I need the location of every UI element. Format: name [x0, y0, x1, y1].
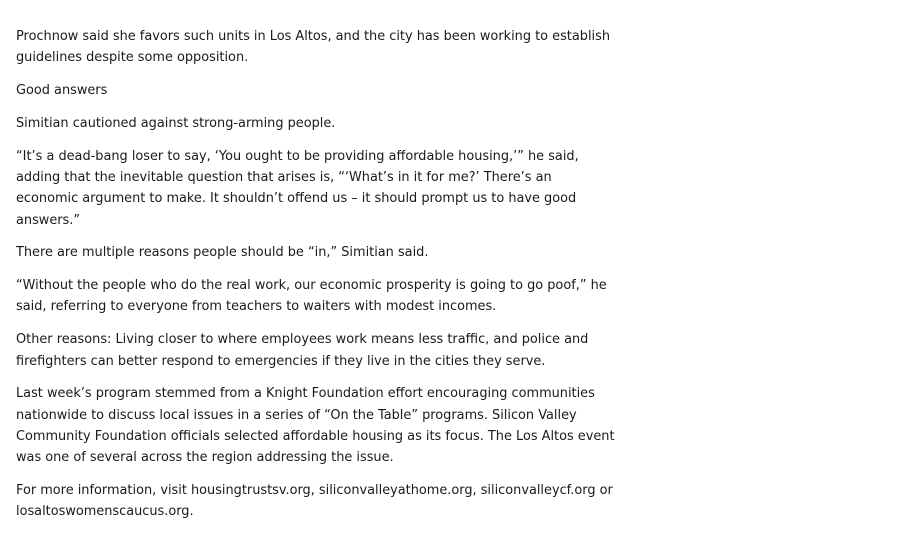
- article-paragraph: “Without the people who do the real work, our economic prosperity is going to go poof,” he said, referring to everyone from teachers to waiters with modest incomes.: [16, 278, 607, 315]
- article-paragraph: Last week’s program stemmed from a Knight Foundation effort encouraging communities nationwide to discuss local issues in a series of “On the Table” programs. Silicon Valley Community Foundation officials selected affordable housing as its focus. The Los Altos event was one of several across the region addressing the issue.: [16, 386, 615, 466]
- article-paragraph: There are multiple reasons people should be “in,” Simitian said.: [16, 245, 429, 261]
- article-paragraph: “It’s a dead-bang loser to say, ‘You ought to be providing affordable housing,’” he said, adding that the inevitable question that arises is, “‘What’s in it for me?’ There’s an economic argument to make. It shouldn’t offend us – it should prompt us to have good answers.”: [16, 148, 579, 228]
- article-paragraph: Other reasons: Living closer to where employees work means less traffic, and police and firefighters can better respond to emergencies if they live in the cities they serve.: [16, 332, 589, 369]
- article-paragraph: Prochnow said she favors such units in Los Altos, and the city has been working to establish guidelines despite some opposition.: [16, 29, 610, 66]
- article-paragraph: For more information, visit housingtrustsv.org, siliconvalleyathome.org, siliconvalleycf.org or losaltoswomenscaucus.org.: [16, 483, 613, 520]
- article-body: [16, 26, 616, 534]
- section-subheading: Good answers: [16, 83, 108, 99]
- article-paragraph: Simitian cautioned against strong-arming people.: [16, 115, 336, 131]
